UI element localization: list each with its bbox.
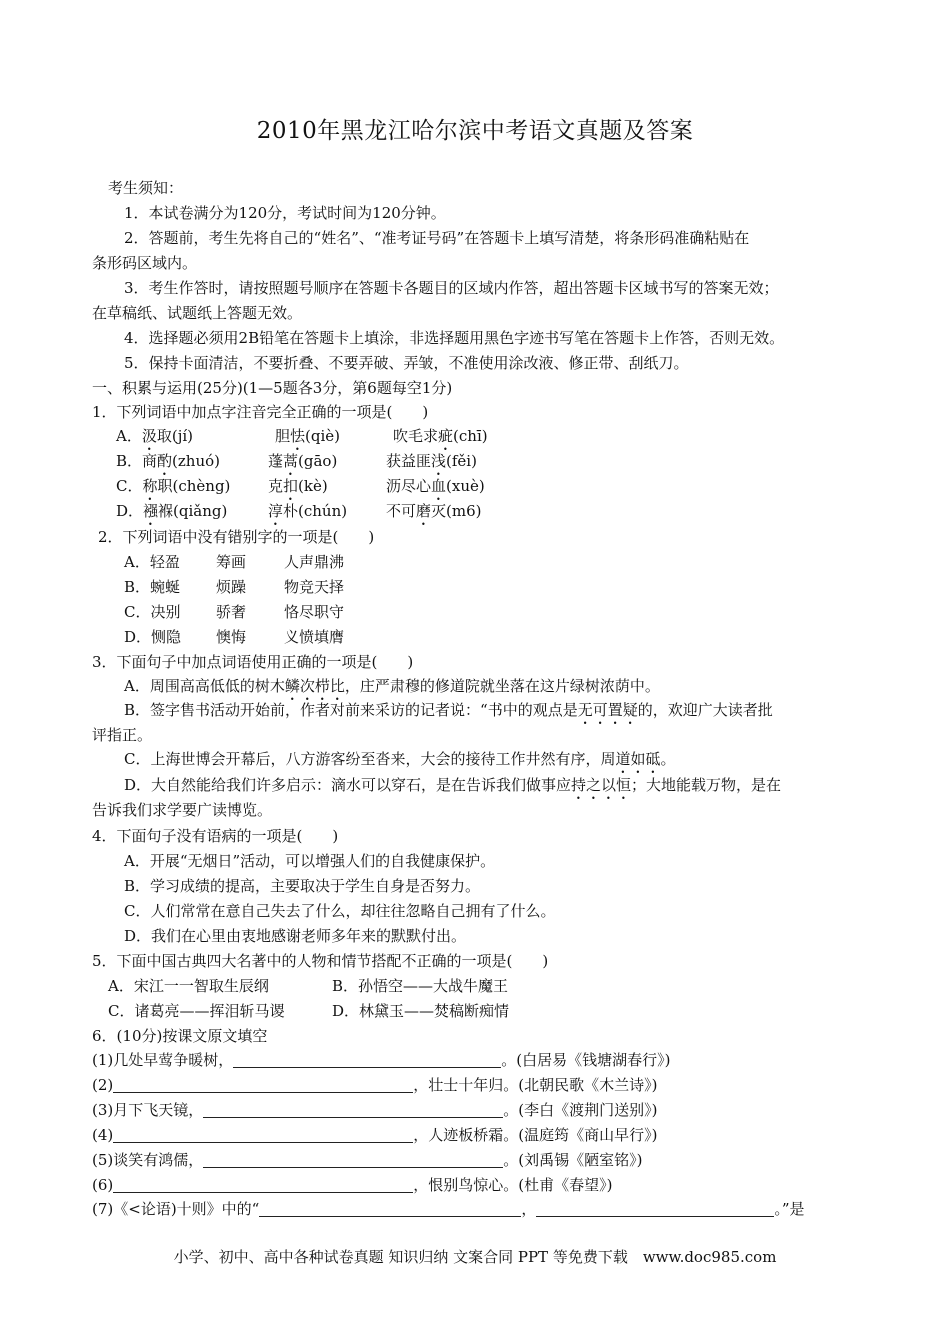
q1-option-c-2: 克扣(kè) — [268, 477, 328, 495]
q3-option-d: D．大自然能给我们许多启示：滴水可以穿石，是在告诉我们做事应持之以恒；大地能载万物，是在 — [124, 776, 782, 794]
q5-option-a: A．宋江一一智取生辰纲 — [108, 977, 269, 995]
notice-item-5: 5．保持卡面清洁，不要折叠、不要弄破、弄皱，不准使用涂改液、修正带、刮纸刀。 — [124, 354, 689, 372]
q1-option-b-2: 蓬蒿(gāo) — [268, 452, 338, 470]
q6-line-7: (7)《<论语)十则》中的“ ， 。”是 — [92, 1200, 805, 1218]
q1-option-a: A．汲取(jí) — [116, 427, 194, 445]
q6-line-6: (6) ，恨别鸟惊心。(杜甫《春望》) — [92, 1176, 613, 1194]
q3-option-c: C．上海世博会开幕后，八方游客纷至沓来，大会的接待工作井然有序，周道如砥。 — [124, 750, 676, 768]
q4-option-d: D．我们在心里由衷地感谢老师多年来的默默付出。 — [124, 927, 467, 945]
blank-input[interactable] — [113, 1176, 413, 1193]
q1-option-a-3: 吹毛求疵(chī) — [393, 427, 488, 445]
q4-option-a: A．开展“无烟日”活动，可以增强人们的自我健康保护。 — [124, 852, 496, 870]
blank-input[interactable] — [113, 1126, 413, 1143]
notice-item-2: 2．答题前，考生先将自己的“姓名”、“准考证号码”在答题卡上填写清楚，将条形码准确粘贴在 — [124, 229, 750, 247]
q3-option-b-cont: 评指正。 — [92, 726, 153, 744]
q3-option-d-cont: 告诉我们求学要广读博览。 — [92, 801, 273, 819]
notice-item-3: 3．考生作答时，请按照题号顺序在答题卡各题目的区域内作答，超出答题卡区域书写的答案无效； — [124, 279, 779, 297]
q2-option-a: A．轻盈 筹画 人声鼎沸 — [124, 553, 345, 571]
q1-option-b: B．商酌(zhuó) — [116, 452, 221, 470]
q1-option-c-3: 沥尽心血(xuè) — [386, 477, 485, 495]
q4-option-b: B．学习成绩的提高，主要取决于学生自身是否努力。 — [124, 877, 481, 895]
q6-stem: 6．(10分)按课文原文填空 — [92, 1027, 268, 1045]
q5-stem: 5．下面中国古典四大名著中的人物和情节搭配不正确的一项是( ) — [92, 952, 549, 970]
q5-option-c: C．诸葛亮——挥泪斩马谡 — [108, 1002, 285, 1020]
blank-input[interactable] — [113, 1076, 413, 1093]
notice-item-3-cont: 在草稿纸、试题纸上答题无效。 — [92, 304, 303, 322]
q6-line-1: (1)几处早莺争暖树， 。(白居易《钱塘湖春行》) — [92, 1051, 671, 1069]
blank-input[interactable] — [233, 1051, 501, 1068]
q2-stem: 2．下列词语中没有错别字的一项是( ) — [98, 528, 375, 546]
notice-item-2-cont: 条形码区域内。 — [92, 254, 198, 272]
q1-option-c: C．称职(chèng) — [116, 477, 231, 495]
page-title: 2010年黑龙江哈尔滨中考语文真题及答案 — [256, 118, 694, 144]
notice-heading: 考生须知： — [108, 179, 184, 197]
notice-item-1: 1．本试卷满分为120分，考试时间为120分钟。 — [124, 204, 446, 222]
q3-option-b: B．签字售书活动开始前，作者对前来采访的记者说：“书中的观点是无可置疑的，欢迎广大读者批 — [124, 701, 773, 719]
q1-stem: 1．下列词语中加点字注音完全正确的一项是( ) — [92, 403, 429, 421]
page-footer: 小学、初中、高中各种试卷真题 知识归纳 文案合同 PPT 等免费下载 www.doc985.com — [173, 1248, 777, 1266]
q6-line-2: (2) ，壮士十年归。(北朝民歌《木兰诗》) — [92, 1076, 658, 1094]
blank-input[interactable] — [536, 1200, 774, 1217]
section-heading: 一、积累与运用(25分)(1—5题各3分，第6题每空1分) — [92, 379, 453, 397]
q6-line-4: (4) ，人迹板桥霜。(温庭筠《商山早行》) — [92, 1126, 658, 1144]
q2-option-c: C．决别 骄奢 恪尽职守 — [124, 603, 345, 621]
blank-input[interactable] — [203, 1151, 503, 1168]
q1-option-d: D．襁褓(qiǎng) — [116, 502, 228, 520]
q4-option-c: C．人们常常在意自己失去了什么，却往往忽略自己拥有了什么。 — [124, 902, 556, 920]
q6-line-5: (5)谈笑有鸿儒， 。(刘禹锡《陋室铭》) — [92, 1151, 643, 1169]
blank-input[interactable] — [203, 1101, 503, 1118]
q1-option-d-2: 淳朴(chún) — [268, 502, 348, 520]
q4-stem: 4．下面句子没有语病的一项是( ) — [92, 827, 339, 845]
q5-option-d: D．林黛玉——焚稿断痴情 — [332, 1002, 510, 1020]
q2-option-d: D．恻隐 懊悔 义愤填膺 — [124, 628, 345, 646]
q1-option-b-3: 获益匪浅(fěi) — [386, 452, 477, 470]
notice-item-4: 4．选择题必须用2B铅笔在答题卡上填涂，非选择题用黑色字迹书写笔在答题卡上作答，否则无效。 — [124, 329, 785, 347]
q2-option-b: B．蜿蜒 烦躁 物竞天择 — [124, 578, 345, 596]
blank-input[interactable] — [259, 1200, 521, 1217]
q6-line-3: (3)月下飞天镜， 。(李白《渡荆门送别》) — [92, 1101, 658, 1119]
q3-stem: 3．下面句子中加点词语使用正确的一项是( ) — [92, 653, 414, 671]
q3-option-a: A．周围高高低低的树木鳞次栉比，庄严肃穆的修道院就坐落在这片绿树浓荫中。 — [124, 677, 660, 695]
q1-option-d-3: 不可磨灭(m6) — [386, 502, 482, 520]
q1-option-a-2: 胆怯(qiè) — [275, 427, 341, 445]
q5-option-b: B．孙悟空——大战牛魔王 — [332, 977, 509, 995]
